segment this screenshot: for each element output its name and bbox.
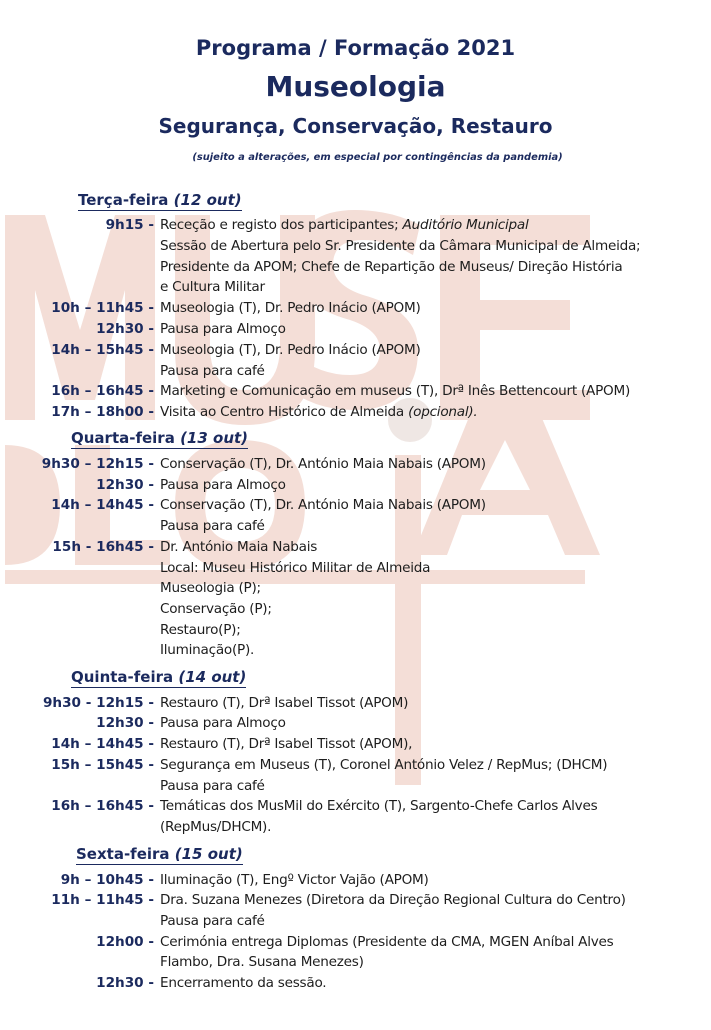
schedule-description — [160, 402, 478, 422]
description-text: Museologia (T), Dr. Pedro Inácio (APOM) — [160, 342, 421, 358]
description-text: Dra. Suzana Menezes (Diretora da Direção Regional Cultura do Centro) — [160, 892, 626, 908]
schedule-row-continuation — [0, 277, 711, 297]
schedule-row — [0, 870, 711, 890]
description-text: Receção e registo dos participantes; — [160, 217, 403, 233]
description-text: Iluminação(P). — [160, 642, 255, 658]
schedule-row-continuation — [0, 599, 711, 619]
schedule-time: 9h30 - 12h15 - — [42, 695, 154, 711]
schedule-time: 14h – 15h45 - — [51, 342, 154, 358]
day-heading-tuesday — [78, 191, 242, 211]
description-text: Pausa para café — [160, 363, 265, 379]
schedule-row — [0, 381, 711, 401]
program-title: Programa / Formação 2021 — [195, 36, 516, 60]
schedule-row — [0, 755, 711, 775]
description-venue: Auditório Municipal — [402, 217, 529, 233]
description-text: Flambo, Dra. Susana Menezes) — [160, 954, 364, 970]
description-text: Segurança em Museus (T), Coronel António Velez / RepMus; (DHCM) — [160, 757, 608, 773]
description-text: Pausa para Almoço — [160, 715, 286, 731]
schedule-time: 9h – 10h45 - — [60, 872, 154, 888]
schedule-time: 15h - 16h45 - — [52, 539, 154, 555]
description-text: Restauro (T), Drª Isabel Tissot (APOM) — [160, 695, 409, 711]
description-text: Pausa para Almoço — [160, 477, 286, 493]
schedule-row-continuation — [0, 911, 711, 931]
schedule-row — [0, 537, 711, 557]
description-text: Museologia (T), Dr. Pedro Inácio (APOM) — [160, 300, 421, 316]
description-text: Iluminação (T), Engº Victor Vajão (APOM) — [160, 872, 429, 888]
schedule-time: 10h – 11h45 - — [51, 300, 154, 316]
schedule-row-continuation — [0, 558, 711, 578]
schedule-description — [160, 215, 528, 235]
description-text: Marketing e Comunicação em museus (T), Drª Inês Bettencourt (APOM) — [160, 383, 631, 399]
schedule-row — [0, 890, 711, 910]
schedule-time: 9h30 – 12h15 - — [41, 456, 154, 472]
schedule-row — [0, 215, 711, 235]
description-text: Pausa para café — [160, 913, 265, 929]
description-text: Cerimónia entrega Diplomas (Presidente da CMA, MGEN Aníbal Alves — [160, 934, 614, 950]
schedule-row-continuation — [0, 817, 711, 837]
schedule-row-continuation — [0, 361, 711, 381]
schedule-time: 14h – 14h45 - — [51, 736, 154, 752]
schedule-time: 12h00 - — [96, 934, 154, 950]
schedule-row-continuation — [0, 516, 711, 536]
schedule-row — [0, 932, 711, 952]
schedule-row-continuation — [0, 257, 711, 277]
schedule-row — [0, 796, 711, 816]
day-date: (12 out) — [173, 191, 242, 209]
program-topics: Segurança, Conservação, Restauro — [158, 114, 553, 138]
schedule-row-continuation — [0, 776, 711, 796]
schedule-row — [0, 340, 711, 360]
day-date: (15 out) — [174, 845, 243, 863]
description-text: e Cultura Militar — [160, 279, 265, 295]
description-text: Visita ao Centro Histórico de Almeida — [160, 404, 409, 420]
schedule-row — [0, 298, 711, 318]
schedule-row — [0, 475, 711, 495]
schedule-time: 12h30 - — [96, 975, 154, 991]
schedule-row — [0, 454, 711, 474]
schedule-row — [0, 734, 711, 754]
description-text: Pausa para café — [160, 778, 265, 794]
description-text: Conservação (T), Dr. António Maia Nabais (APOM) — [160, 497, 486, 513]
description-text: Conservação (P); — [160, 601, 272, 617]
schedule-time: 14h – 14h45 - — [51, 497, 154, 513]
schedule-time: 16h – 16h45 - — [51, 798, 154, 814]
description-text: Museologia (P); — [160, 580, 261, 596]
description-text: Restauro (T), Drª Isabel Tissot (APOM), — [160, 736, 413, 752]
description-text: (RepMus/DHCM). — [160, 819, 272, 835]
schedule-row — [0, 693, 711, 713]
description-text: Conservação (T), Dr. António Maia Nabais (APOM) — [160, 456, 486, 472]
day-date: (13 out) — [180, 429, 249, 447]
description-text: Dr. António Maia Nabais — [160, 539, 318, 555]
schedule-row-continuation — [0, 620, 711, 640]
day-name: Sexta-feira — [76, 845, 170, 863]
schedule-time: 12h30 - — [96, 477, 154, 493]
description-text: Pausa para Almoço — [160, 321, 286, 337]
day-name: Quarta-feira — [71, 429, 175, 447]
program-subtitle: Museologia — [265, 70, 446, 103]
schedule-row-continuation — [0, 952, 711, 972]
schedule-row — [0, 402, 711, 422]
schedule-row-continuation — [0, 640, 711, 660]
schedule-time: 12h30 - — [96, 321, 154, 337]
schedule-row — [0, 495, 711, 515]
day-name: Quinta-feira — [71, 668, 174, 686]
day-name: Terça-feira — [78, 191, 169, 209]
schedule-time: 16h – 16h45 - — [51, 383, 154, 399]
day-heading-wednesday — [71, 429, 248, 449]
description-text: Encerramento da sessão. — [160, 975, 327, 991]
schedule-time: 15h – 15h45 - — [51, 757, 154, 773]
schedule-time: 11h – 11h45 - — [51, 892, 154, 908]
description-optional: (opcional). — [408, 404, 478, 420]
description-text: Temáticas dos MusMil do Exército (T), Sargento-Chefe Carlos Alves — [160, 798, 598, 814]
schedule-row — [0, 319, 711, 339]
day-heading-thursday — [71, 668, 246, 688]
day-date: (14 out) — [178, 668, 247, 686]
schedule-row — [0, 713, 711, 733]
schedule-time: 17h – 18h00 - — [51, 404, 154, 420]
description-text: Pausa para café — [160, 518, 265, 534]
description-text: Sessão de Abertura pelo Sr. Presidente da Câmara Municipal de Almeida; — [160, 238, 641, 254]
program-note: (sujeito a alterações, em especial por contingências da pandemia) — [192, 152, 563, 163]
schedule-row-continuation — [0, 236, 711, 256]
schedule-row-continuation — [0, 578, 711, 598]
description-text: Local: Museu Histórico Militar de Almeida — [160, 560, 431, 576]
schedule-time: 12h30 - — [96, 715, 154, 731]
schedule-row — [0, 973, 711, 993]
day-heading-friday — [76, 845, 243, 865]
schedule-time: 9h15 - — [105, 217, 154, 233]
description-text: Restauro(P); — [160, 622, 241, 638]
description-text: Presidente da APOM; Chefe de Repartição de Museus/ Direção História — [160, 259, 623, 275]
